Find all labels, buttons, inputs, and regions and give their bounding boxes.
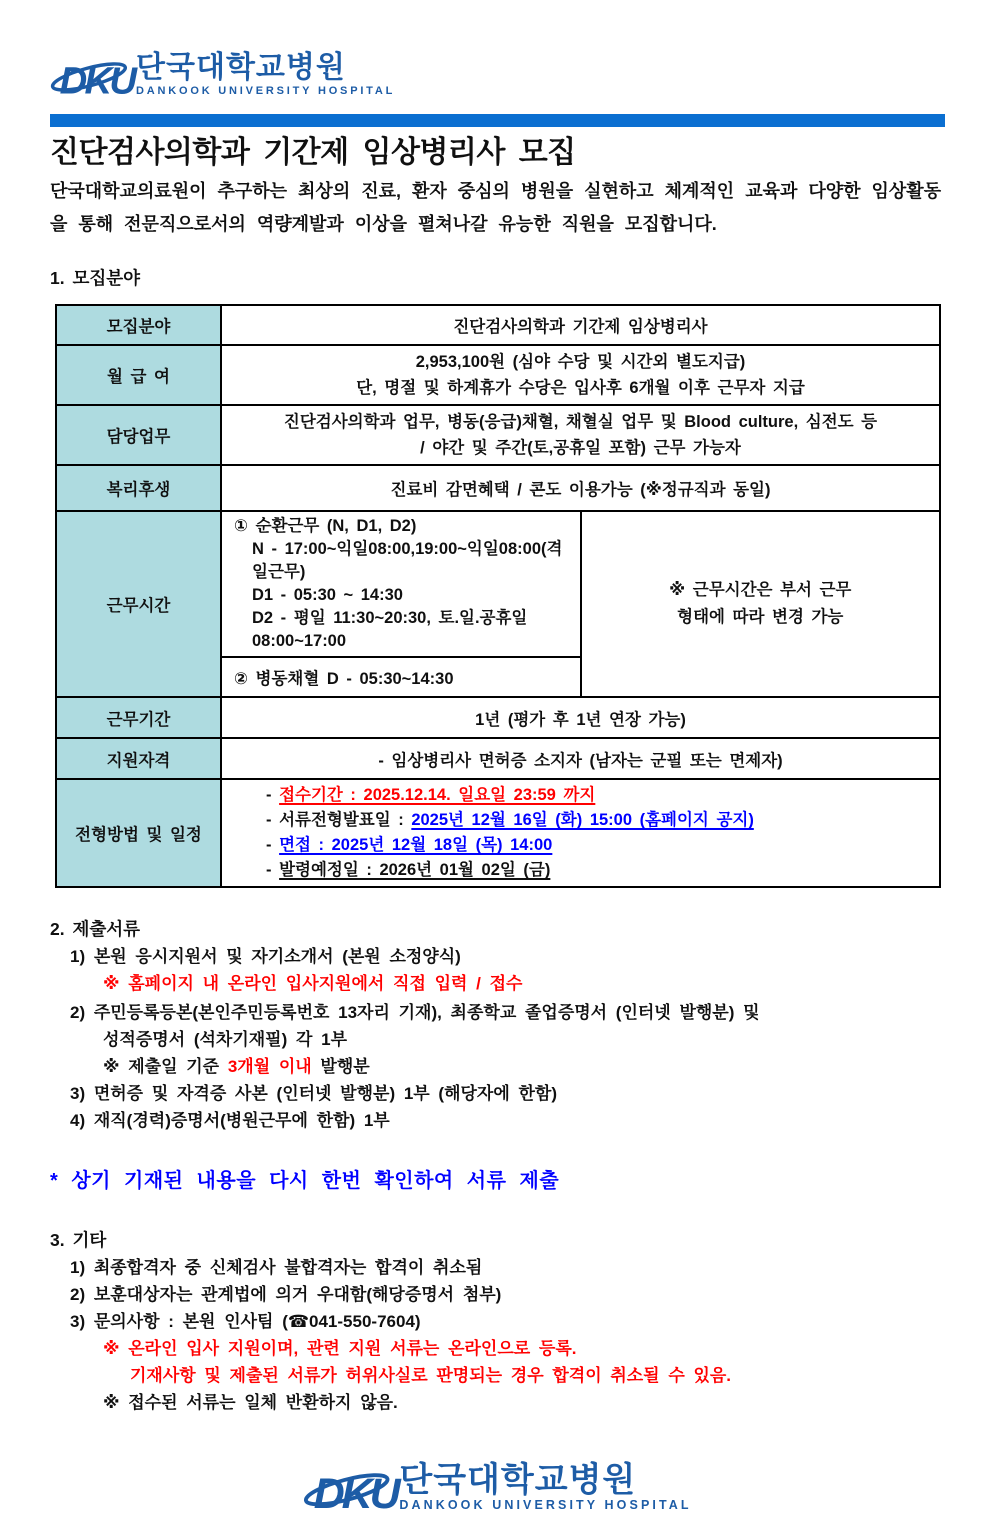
section3-black-note: ※ 접수된 서류는 일체 반환하지 않음. xyxy=(103,1393,398,1412)
recruitment-table xyxy=(55,304,941,888)
section2-item2-note-pre: ※ 제출일 기준 xyxy=(103,1057,228,1076)
duties-line2: / 야간 및 주간(토,공휴일 포함) 근무 가능자 xyxy=(420,439,741,457)
schedule-line1-date: 접수기간 : 2025.12.14. 일요일 23:59 까지 xyxy=(279,786,596,804)
hospital-name-en: DANKOOK UNIVERSITY HOSPITAL xyxy=(136,85,396,97)
section2-item2-note-post: 발행분 xyxy=(311,1057,370,1076)
footer-dku-logo-icon xyxy=(303,1462,398,1527)
footer-hospital-name-en: DANKOOK UNIVERSITY HOSPITAL xyxy=(399,1498,692,1512)
value-cell-duties xyxy=(221,405,940,465)
schedule-line3-date: 면접 : 2025년 12월 18일 (목) 14:00 xyxy=(279,836,553,854)
value-cell-salary xyxy=(221,345,940,405)
section1-heading: 1. 모집분야 xyxy=(50,268,141,288)
salary-line2: 단, 명절 및 하계휴가 수당은 입사후 6개월 이후 근무자 지급 xyxy=(356,379,805,397)
header-logo xyxy=(50,52,945,111)
value-cell-welfare: 진료비 감면혜택 / 콘도 이용가능 (※정규직과 동일) xyxy=(221,465,940,511)
section2-item2-note xyxy=(50,1053,945,1080)
section2-heading: 2. 제출서류 xyxy=(50,919,141,939)
section2-item2-line2: 성적증명서 (석차기재필) 각 1부 xyxy=(103,1030,348,1049)
section2-item4: 4) 재직(경력)증명서(병원근무에 한함) 1부 xyxy=(70,1111,390,1130)
label-cell-worktime: 근무시간 xyxy=(56,511,221,697)
schedule-line4-date: 발령예정일 : 2026년 01월 02일 (금) xyxy=(279,861,551,879)
schedule-line-document-result xyxy=(266,808,933,833)
label-cell-period: 근무기간 xyxy=(56,697,221,738)
salary-line1: 2,953,100원 (심야 수당 및 시간외 별도지급) xyxy=(415,353,746,371)
value-cell-schedule xyxy=(221,779,940,887)
row-salary xyxy=(56,345,940,405)
section2-item1: 1) 본원 응시지원서 및 자기소개서 (본원 소정양식) xyxy=(70,947,461,966)
row-schedule xyxy=(56,779,940,887)
label-cell-salary: 월 급 여 xyxy=(56,345,221,405)
section3-item2: 2) 보훈대상자는 관계법에 의거 우대함(해당증명서 첨부) xyxy=(70,1285,502,1304)
label-cell-qualification: 지원자격 xyxy=(56,738,221,779)
value-cell-worktime-ward: ② 병동채혈 D - 05:30~14:30 xyxy=(221,657,581,697)
schedule-line4-prefix: - xyxy=(266,861,280,879)
row-qualification xyxy=(56,738,940,779)
schedule-line2-date: 2025년 12월 16일 (화) 15:00 (홈페이지 공지) xyxy=(411,811,754,829)
section2-item3: 3) 면허증 및 자격증 사본 (인터넷 발행분) 1부 (해당자에 한함) xyxy=(70,1084,558,1103)
label-cell-welfare: 복리후생 xyxy=(56,465,221,511)
value-cell-period: 1년 (평가 후 1년 연장 가능) xyxy=(221,697,940,738)
worktime-note-line2: 형태에 따라 변경 가능 xyxy=(677,608,844,626)
section3-item3: 3) 문의사항 : 본원 인사팀 (☎041-550-7604) xyxy=(70,1312,421,1331)
worktime-note-cell xyxy=(581,511,941,697)
label-cell-schedule: 전형방법 및 일정 xyxy=(56,779,221,887)
label-cell-duties: 담당업무 xyxy=(56,405,221,465)
duties-line1: 진단검사의학과 업무, 병동(응급)채혈, 채혈실 업무 및 Blood culture, 심전도 등 xyxy=(283,413,878,431)
value-cell-qualification: - 임상병리사 면허증 소지자 (남자는 군필 또는 면제자) xyxy=(221,738,940,779)
footer xyxy=(50,1462,945,1527)
footer-logo xyxy=(303,1462,691,1527)
section3-item1: 1) 최종합격자 중 신체검사 불합격자는 합격이 취소됨 xyxy=(70,1258,483,1277)
section3-heading: 3. 기타 xyxy=(50,1230,107,1250)
worktime-shift-d2: D2 - 평일 11:30~20:30, 토.일.공휴일 08:00~17:00 xyxy=(252,609,528,650)
hospital-name-ko: 단국대학교병원 xyxy=(136,51,346,84)
worktime-note-line1: ※ 근무시간은 부서 근무 xyxy=(669,581,852,599)
section2-item1-note: ※ 홈페이지 내 온라인 입사지원에서 직접 입력 / 접수 xyxy=(103,974,523,993)
worktime-rotation-title: ① 순환근무 (N, D1, D2) xyxy=(234,517,417,535)
schedule-line-appointment xyxy=(266,858,933,883)
row-welfare xyxy=(56,465,940,511)
worktime-shift-n: N - 17:00~익일08:00,19:00~익일08:00(격일근무) xyxy=(252,540,563,581)
header-logo-text xyxy=(136,52,395,98)
row-worktime-rotation xyxy=(56,511,940,657)
footer-logo-mark-text: DKU xyxy=(314,1470,398,1519)
row-recruit-field xyxy=(56,305,940,345)
header-divider-bar xyxy=(50,114,945,127)
label-cell-recruit-field: 모집분야 xyxy=(56,305,221,345)
row-duties xyxy=(56,405,940,465)
schedule-line1-prefix: - xyxy=(266,786,280,804)
logo-mark-text: DKU xyxy=(59,59,135,103)
worktime-shift-d1: D1 - 05:30 ~ 14:30 xyxy=(252,586,403,604)
section3-red-note2: 기재사항 및 제출된 서류가 허위사실로 판명되는 경우 합격이 취소될 수 있음. xyxy=(130,1366,732,1385)
page-title: 진단검사의학과 기간제 임상병리사 모집 xyxy=(50,136,576,169)
intro-paragraph: 단국대학교의료원이 추구하는 최상의 진료, 환자 중심의 병원을 실현하고 체계적인 교육과 다양한 임상활동을 통해 전문직으로서의 역량계발과 이상을 펼쳐나갈 유능한 직원을 모집합니다. xyxy=(50,181,942,234)
row-period xyxy=(56,697,940,738)
footer-hospital-name-ko: 단국대학교병원 xyxy=(399,1461,637,1499)
schedule-line-apply-period xyxy=(266,783,933,808)
value-cell-recruit-field: 진단검사의학과 기간제 임상병리사 xyxy=(221,305,940,345)
schedule-line3-prefix: - xyxy=(266,836,280,854)
section3-red-note1: ※ 온라인 입사 지원이며, 관련 지원 서류는 온라인으로 등록. xyxy=(103,1339,577,1358)
section2-item2-note-highlight: 3개월 이내 xyxy=(227,1057,312,1076)
section2-item2-line1: 2) 주민등록등본(본인주민등록번호 13자리 기재), 최종학교 졸업증명서 (인터넷 발행분) 및 xyxy=(70,1003,760,1022)
schedule-line-interview xyxy=(266,833,933,858)
document-check-note: * 상기 기재된 내용을 다시 한번 확인하여 서류 제출 xyxy=(50,1170,560,1192)
schedule-line2-prefix: - 서류전형발표일 : xyxy=(266,811,412,829)
value-cell-worktime-rotation xyxy=(221,511,581,657)
dku-logo-icon xyxy=(50,52,135,111)
footer-logo-text xyxy=(399,1462,691,1512)
